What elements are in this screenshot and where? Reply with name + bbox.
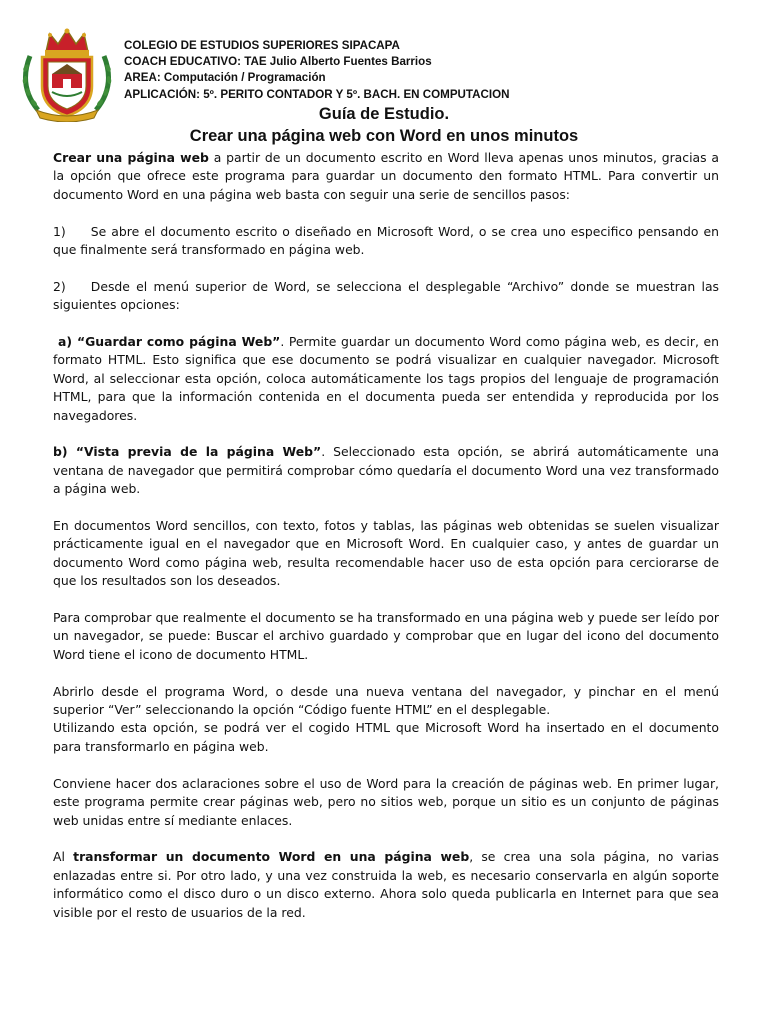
transform-prefix: Al — [53, 849, 74, 865]
intro-bold: Crear una página web — [53, 150, 209, 165]
area-line: AREA: Computación / Programación — [124, 71, 326, 85]
transform-paragraph — [53, 848, 719, 922]
school-name: COLEGIO DE ESTUDIOS SUPERIORES SIPACAPA — [124, 39, 400, 52]
simple-documents-paragraph: En documentos Word sencillos, con texto, fotos y tablas, las páginas web obtenidas se suelen visualizar prácticamente igual en el navegador que en Microsoft Word. En cualquier caso, y antes de guardar un documento Word como página web, resulta recomendable hacer uso de esta opción para cerciorarse de que los resultados son los deseados. — [53, 518, 719, 589]
option-a-text: . Permite guardar un documento Word como página web, es decir, en formato HTML. Esto significa que ese documento se podrá visualizar en cualquier navegador. Microsoft Word, al seleccionar esta opción, coloca automáticamente los tags propios del lenguaje de programación HTML, para que la información contenida en el documenta pueda ser entendida y reproducida por los navegadores. — [53, 334, 719, 423]
intro-text: a partir de un documento escrito en Word lleva apenas unos minutos, gracias a la opción que ofrece este programa para guardar un documento den formato HTML. Para convertir un documento Word en una página web basta con seguir una serie de sencillos pasos: — [53, 150, 719, 202]
document-title: Crear una página web con Word en unos minutos — [189, 127, 579, 145]
option-b-paragraph — [53, 443, 719, 498]
guide-title: Guía de Estudio. — [318, 105, 450, 123]
transform-text: , se crea una sola página, no varias enlazadas entre si. Por otro lado, y una vez construida la web, es necesario conservarla en algún soporte informático como el disco duro o un disco externo. Ahora solo queda publicarla en Internet para que sea visible por el resto de usuarios de la red. — [53, 849, 720, 920]
clarifications-paragraph: Conviene hacer dos aclaraciones sobre el uso de Word para la creación de páginas web. En primer lugar, este programa permite crear páginas web, pero no sitios web, porque un sitio es un conjunto de páginas web unidas entre sí mediante enlaces. — [53, 775, 719, 828]
intro-paragraph — [53, 149, 719, 204]
coach-line: COACH EDUCATIVO: TAE Julio Alberto Fuentes Barrios — [124, 55, 432, 69]
application-line: APLICACIÓN: 5º. PERITO CONTADOR Y 5º. BACH. EN COMPUTACION — [124, 87, 510, 101]
verify-paragraph: Para comprobar que realmente el documento se ha transformado en una página web y puede ser leído por un navegador, se puede: Buscar el archivo guardado y comprobar que en lugar del icono del documento Word tiene el icono de documento HTML. — [53, 610, 719, 662]
open-source-paragraph: Abrirlo desde el programa Word, o desde una nueva ventana del navegador, y pinchar en el menú superior “Ver” seleccionando la opción “Código fuente HTML” en el desplegable. — [53, 683, 719, 718]
option-b-bold: b) “Vista previa de la página Web” — [53, 444, 322, 460]
document-body — [53, 149, 719, 922]
step-2-paragraph: 2) Desde el menú superior de Word, se selecciona el desplegable “Archivo” donde se muestran las siguientes opciones: — [53, 278, 719, 313]
option-a-bold: a) “Guardar como página Web” — [53, 334, 281, 350]
html-code-paragraph: Utilizando esta opción, se podrá ver el cogido HTML que Microsoft Word ha insertado en el documento para transformarlo en página web. — [53, 720, 719, 754]
option-b-text: . Seleccionado esta opción, se abrirá automáticamente una ventana de navegador que permitirá comprobar cómo quedaría el documento Word una vez transformado a página web. — [53, 444, 719, 497]
option-a-paragraph — [53, 333, 719, 425]
school-header — [124, 38, 724, 103]
transform-bold: transformar un documento Word en una página web — [73, 849, 470, 865]
step-1-paragraph: 1) Se abre el documento escrito o diseñado en Microsoft Word, o se crea uno especifico pensando en que finalmente será transformado en página web. — [53, 223, 719, 258]
